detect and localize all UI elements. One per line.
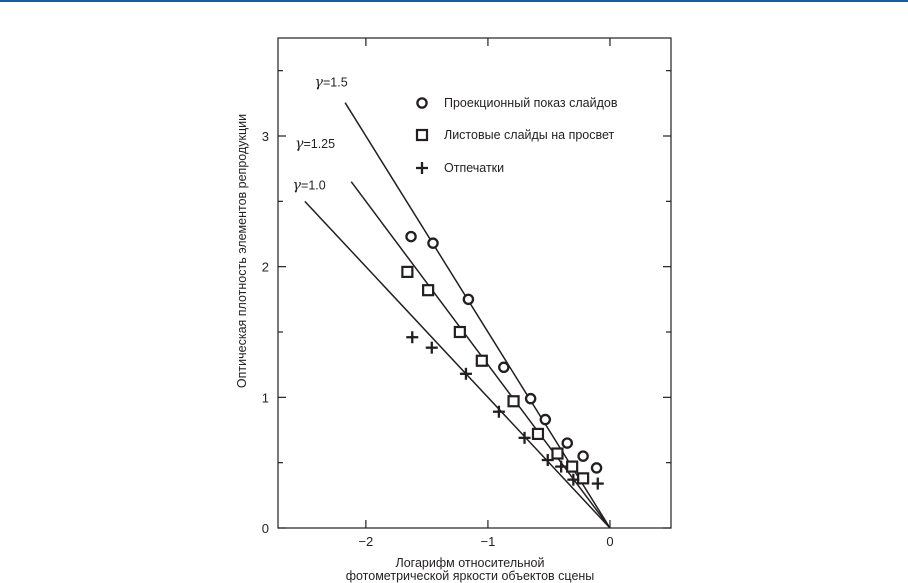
gamma-labels xyxy=(293,74,348,193)
x-tick-label: −2 xyxy=(358,534,374,549)
legend-marker-plus xyxy=(416,162,428,174)
legend-marker-square xyxy=(417,130,427,140)
data-point-square xyxy=(455,327,465,337)
y-tick-label: 3 xyxy=(261,129,269,144)
gamma-line xyxy=(305,201,610,528)
data-point-plus xyxy=(493,406,505,418)
plot-frame xyxy=(278,38,671,528)
gamma-label: γ=1.25 xyxy=(295,135,336,152)
data-point-square xyxy=(578,473,588,483)
gamma-label: γ=1.0 xyxy=(292,177,326,194)
legend-label: Отпечатки xyxy=(444,161,505,175)
axis-ticks xyxy=(278,38,671,528)
data-point-square xyxy=(567,462,577,472)
data-point-plus xyxy=(406,331,418,343)
data-point-circle xyxy=(526,394,535,403)
data-point-circle xyxy=(579,452,588,461)
data-point-square xyxy=(533,429,543,439)
y-tick-label: 1 xyxy=(261,390,269,406)
y-tick-label: 0 xyxy=(261,521,269,536)
y-axis-label: Оптическая плотность элементов репродукции xyxy=(235,113,249,389)
data-point-circle xyxy=(499,363,508,372)
data-markers xyxy=(402,232,603,490)
data-point-circle xyxy=(592,463,601,472)
x-tick-label: −1 xyxy=(480,534,496,549)
data-point-square xyxy=(402,267,412,277)
data-point-square xyxy=(477,356,487,366)
legend xyxy=(416,96,618,175)
data-point-plus xyxy=(592,478,604,490)
legend-label: Проекционный показ слайдов xyxy=(444,96,618,110)
data-point-circle xyxy=(428,239,437,248)
gamma-label: γ=1.5 xyxy=(314,74,348,91)
data-point-plus xyxy=(426,342,438,354)
legend-label: Листовые слайды на просвет xyxy=(444,128,615,142)
data-point-circle xyxy=(541,415,550,424)
data-point-square xyxy=(509,396,519,406)
data-point-square xyxy=(423,285,433,295)
y-tick-label: 2 xyxy=(261,259,269,275)
x-axis-label-line2: фотометрической яркости объектов сцены xyxy=(345,569,595,583)
data-point-circle xyxy=(464,295,473,304)
x-tick-label: 0 xyxy=(606,534,614,549)
legend-marker-circle xyxy=(417,98,426,107)
data-point-square xyxy=(552,449,562,459)
data-point-circle xyxy=(406,232,415,241)
x-axis-label-line1: Логарифм относительной xyxy=(395,556,545,570)
data-point-circle xyxy=(563,438,572,447)
